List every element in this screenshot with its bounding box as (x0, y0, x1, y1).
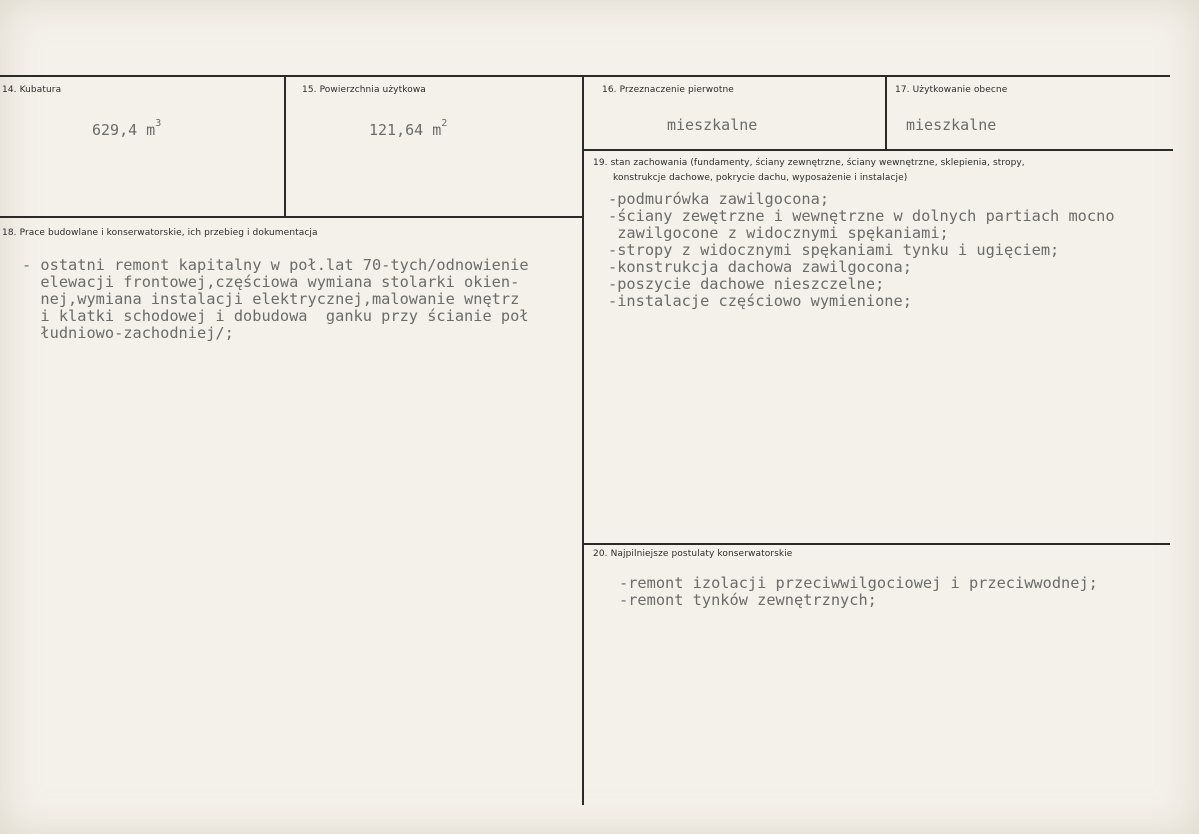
field-19-label-line1: 19. stan zachowania (fundamenty, ściany zewnętrzne, ściany wewnętrzne, sklepienia, stropy, (593, 158, 1025, 168)
text-line: i klatki schodowej i dobudowa ganku przy ścianie poł (22, 307, 529, 325)
text-line: -podmurówka zawilgocona; (608, 190, 830, 208)
text-line: -konstrukcja dachowa zawilgocona; (608, 258, 912, 276)
field-18-label: 18. Prace budowlane i konserwatorskie, ich przebieg i dokumentacja (2, 228, 318, 238)
volume-unit-exponent: 3 (155, 118, 162, 129)
rule-above-20 (584, 543, 1170, 545)
text-line: zawilgocone z widocznymi spękaniami; (608, 224, 949, 242)
text-line: -remont izolacji przeciwwilgociowej i przeciwwodnej; (619, 574, 1098, 592)
field-14-value (92, 118, 162, 139)
rule-under-14-15 (0, 216, 584, 218)
field-17-label: 17. Użytkowanie obecne (895, 85, 1008, 95)
field-19-label-line2: konstrukcje dachowe, pokrycie dachu, wyposażenie i instalacje) (613, 173, 908, 183)
area-value: 121,64 m (369, 121, 442, 139)
text-line: -instalacje częściowo wymienione; (608, 292, 912, 310)
field-15-value (369, 118, 448, 139)
text-line: -stropy z widocznymi spękaniami tynku i ugięciem; (608, 241, 1060, 259)
field-14-label: 14. Kubatura (2, 85, 62, 95)
divider-16-17 (885, 77, 887, 151)
text-line: - ostatni remont kapitalny w poł.lat 70-tych/odnowienie (22, 256, 529, 274)
top-rule (0, 75, 1170, 77)
text-line: elewacji frontowej,częściowa wymiana stolarki okien- (22, 273, 520, 291)
field-20-label: 20. Najpilniejsze postulaty konserwatorskie (593, 549, 793, 559)
rule-under-16-17 (584, 149, 1173, 151)
volume-value: 629,4 m (92, 121, 156, 139)
area-unit-exponent: 2 (441, 118, 448, 129)
field-16-label: 16. Przeznaczenie pierwotne (602, 85, 734, 95)
text-line: nej,wymiana instalacji elektrycznej,malowanie wnętrz (22, 290, 520, 308)
field-15-label: 15. Powierzchnia użytkowa (302, 85, 426, 95)
divider-left-right (582, 77, 584, 805)
field-17-value: mieszkalne (906, 116, 997, 134)
text-line: -remont tynków zewnętrznych; (619, 591, 877, 609)
text-line: łudniowo-zachodniej/; (22, 324, 234, 342)
text-line: -poszycie dachowe nieszczelne; (608, 275, 885, 293)
field-16-value: mieszkalne (667, 116, 758, 134)
text-line: -ściany zewętrzne i wewnętrzne w dolnych partiach mocno (608, 207, 1115, 225)
divider-14-15 (284, 77, 286, 218)
